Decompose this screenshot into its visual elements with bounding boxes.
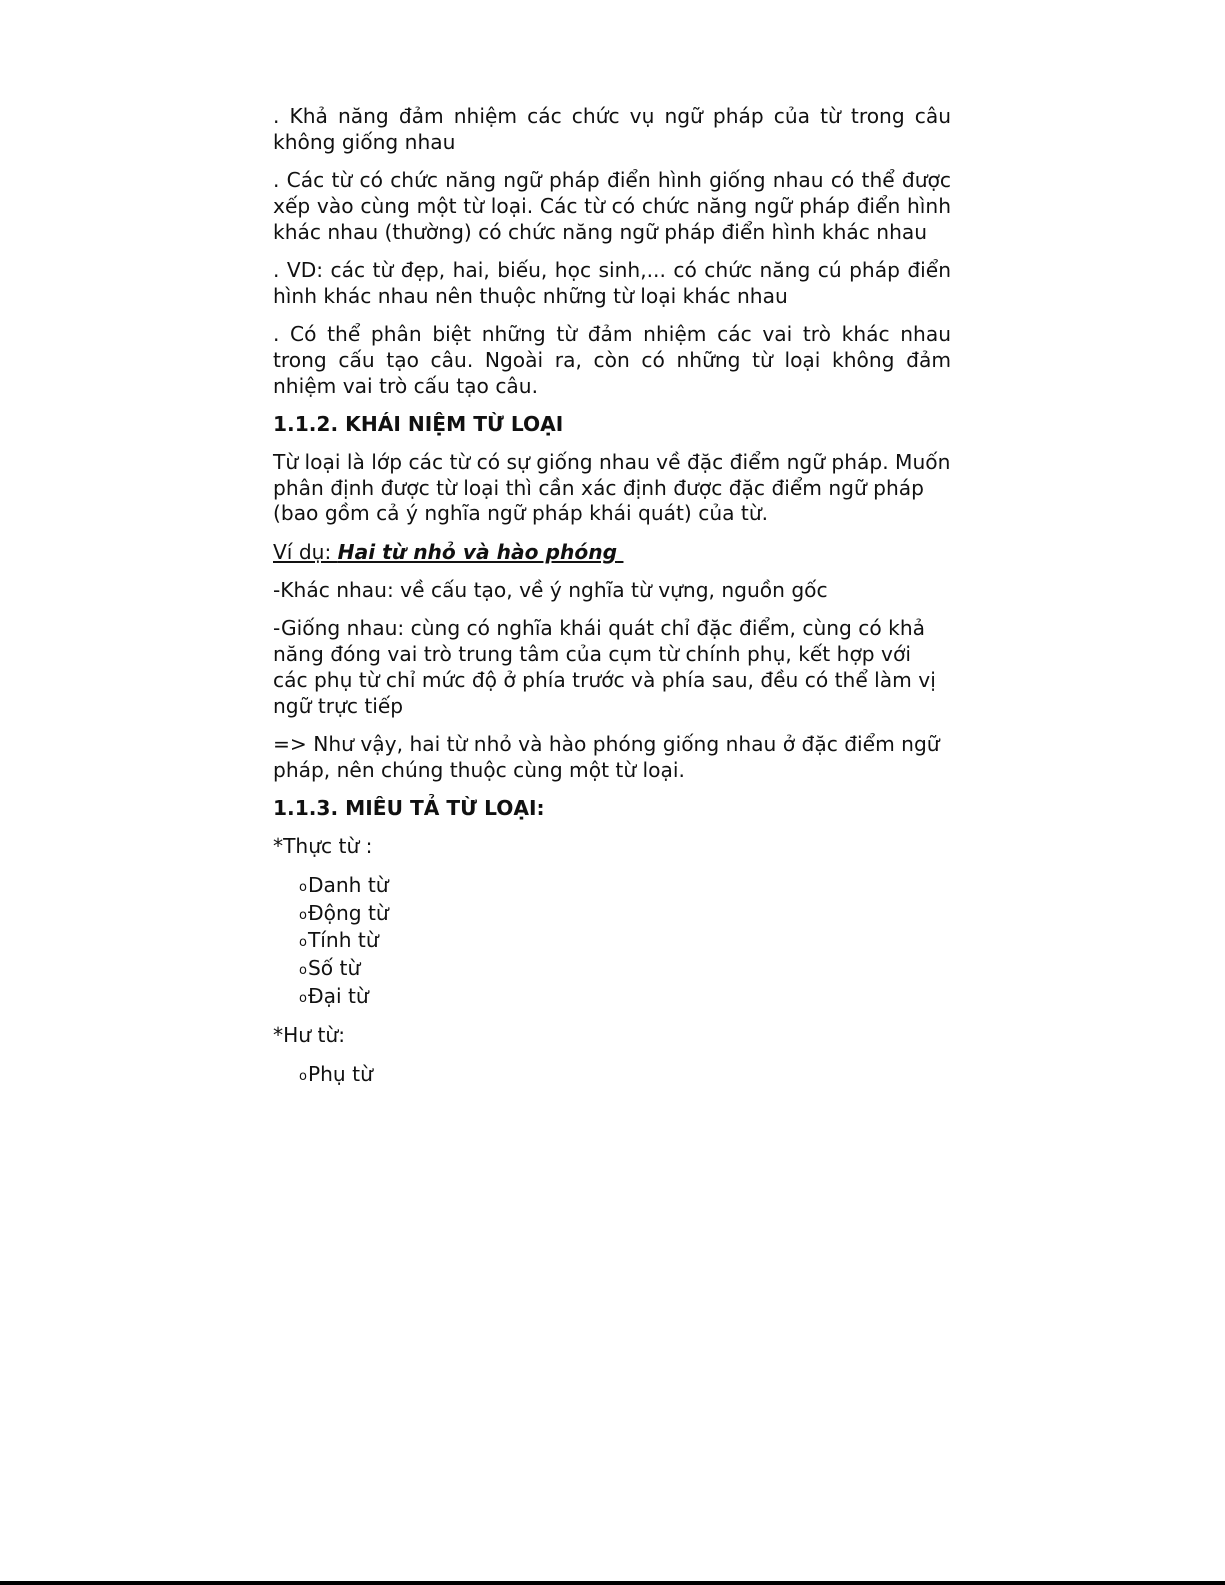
document-page (273, 104, 951, 1101)
list-item (299, 927, 951, 955)
example-label: Ví dụ: (273, 539, 338, 564)
list-item (299, 955, 951, 983)
list-item (299, 983, 951, 1011)
list-item (299, 1061, 951, 1089)
paragraph-typical-functions: . Các từ có chức năng ngữ pháp điển hình giống nhau có thể được xếp vào cùng một từ loại. Các từ có chức năng ngữ pháp điển hình khác nhau (thường) có chức năng ngữ pháp điển hình khác nhau (273, 168, 951, 244)
list-item-label: Danh từ (307, 873, 389, 898)
circle-bullet-icon: o (299, 880, 307, 896)
section-heading-word-class-concept: 1.1.2. KHÁI NIỆM TỪ LOẠI (273, 411, 564, 436)
list-item-label: Tính từ (307, 928, 379, 953)
example-trailing-underline (617, 540, 623, 564)
paragraph-example-functions: . VD: các từ đẹp, hai, biếu, học sinh,... có chức năng cú pháp điển hình khác nhau nên thuộc những từ loại khác nhau (273, 257, 951, 308)
list-item-label: Phụ từ (307, 1061, 373, 1086)
paragraph-sentence-structure-roles: . Có thể phân biệt những từ đảm nhiệm các vai trò khác nhau trong cấu tạo câu. Ngoài ra, còn có những từ loại không đảm nhiệm vai trò cấu tạo câu. (273, 322, 951, 398)
example-line (273, 540, 951, 566)
paragraph-word-class-definition: Từ loại là lớp các từ có sự giống nhau về đặc điểm ngữ pháp. Muốn phân định được từ loại thì cần xác định được đặc điểm ngữ pháp (bao gồm cả ý nghĩa ngữ pháp khái quát) của từ. (273, 449, 951, 526)
example-words: Hai từ nhỏ và hào phóng (337, 539, 618, 564)
list-item (299, 900, 951, 928)
paragraph-differences: -Khác nhau: về cấu tạo, về ý nghĩa từ vựng, nguồn gốc (273, 577, 828, 602)
section-heading-word-class-description: 1.1.3. MIÊU TẢ TỪ LOẠI: (273, 796, 545, 821)
paragraph-grammatical-roles: . Khả năng đảm nhiệm các chức vụ ngữ pháp của từ trong câu không giống nhau (273, 104, 951, 154)
circle-bullet-icon: o (299, 907, 307, 923)
circle-bullet-icon: o (299, 935, 307, 951)
paragraph-similarities: -Giống nhau: cùng có nghĩa khái quát chỉ đặc điểm, cùng có khả năng đóng vai trò trung tâm của cụm từ chính phụ, kết hợp với các phụ từ chỉ mức độ ở phía trước và phía sau, đều có thể làm vị ngữ trực tiếp (273, 616, 936, 718)
page-bottom-border (0, 1581, 1225, 1585)
content-words-label: *Thực từ : (273, 833, 373, 858)
function-words-label: *Hư từ: (273, 1022, 345, 1047)
paragraph-conclusion: => Như vậy, hai từ nhỏ và hào phóng giống nhau ở đặc điểm ngữ pháp, nên chúng thuộc cùng một từ loại. (273, 731, 940, 782)
function-words-list (273, 1061, 951, 1089)
circle-bullet-icon: o (299, 990, 307, 1006)
list-item (299, 872, 951, 900)
content-words-list (273, 872, 951, 1010)
circle-bullet-icon: o (299, 1068, 307, 1084)
list-item-label: Đại từ (307, 983, 369, 1008)
list-item-label: Động từ (307, 900, 389, 925)
circle-bullet-icon: o (299, 962, 307, 978)
list-item-label: Số từ (307, 955, 361, 980)
